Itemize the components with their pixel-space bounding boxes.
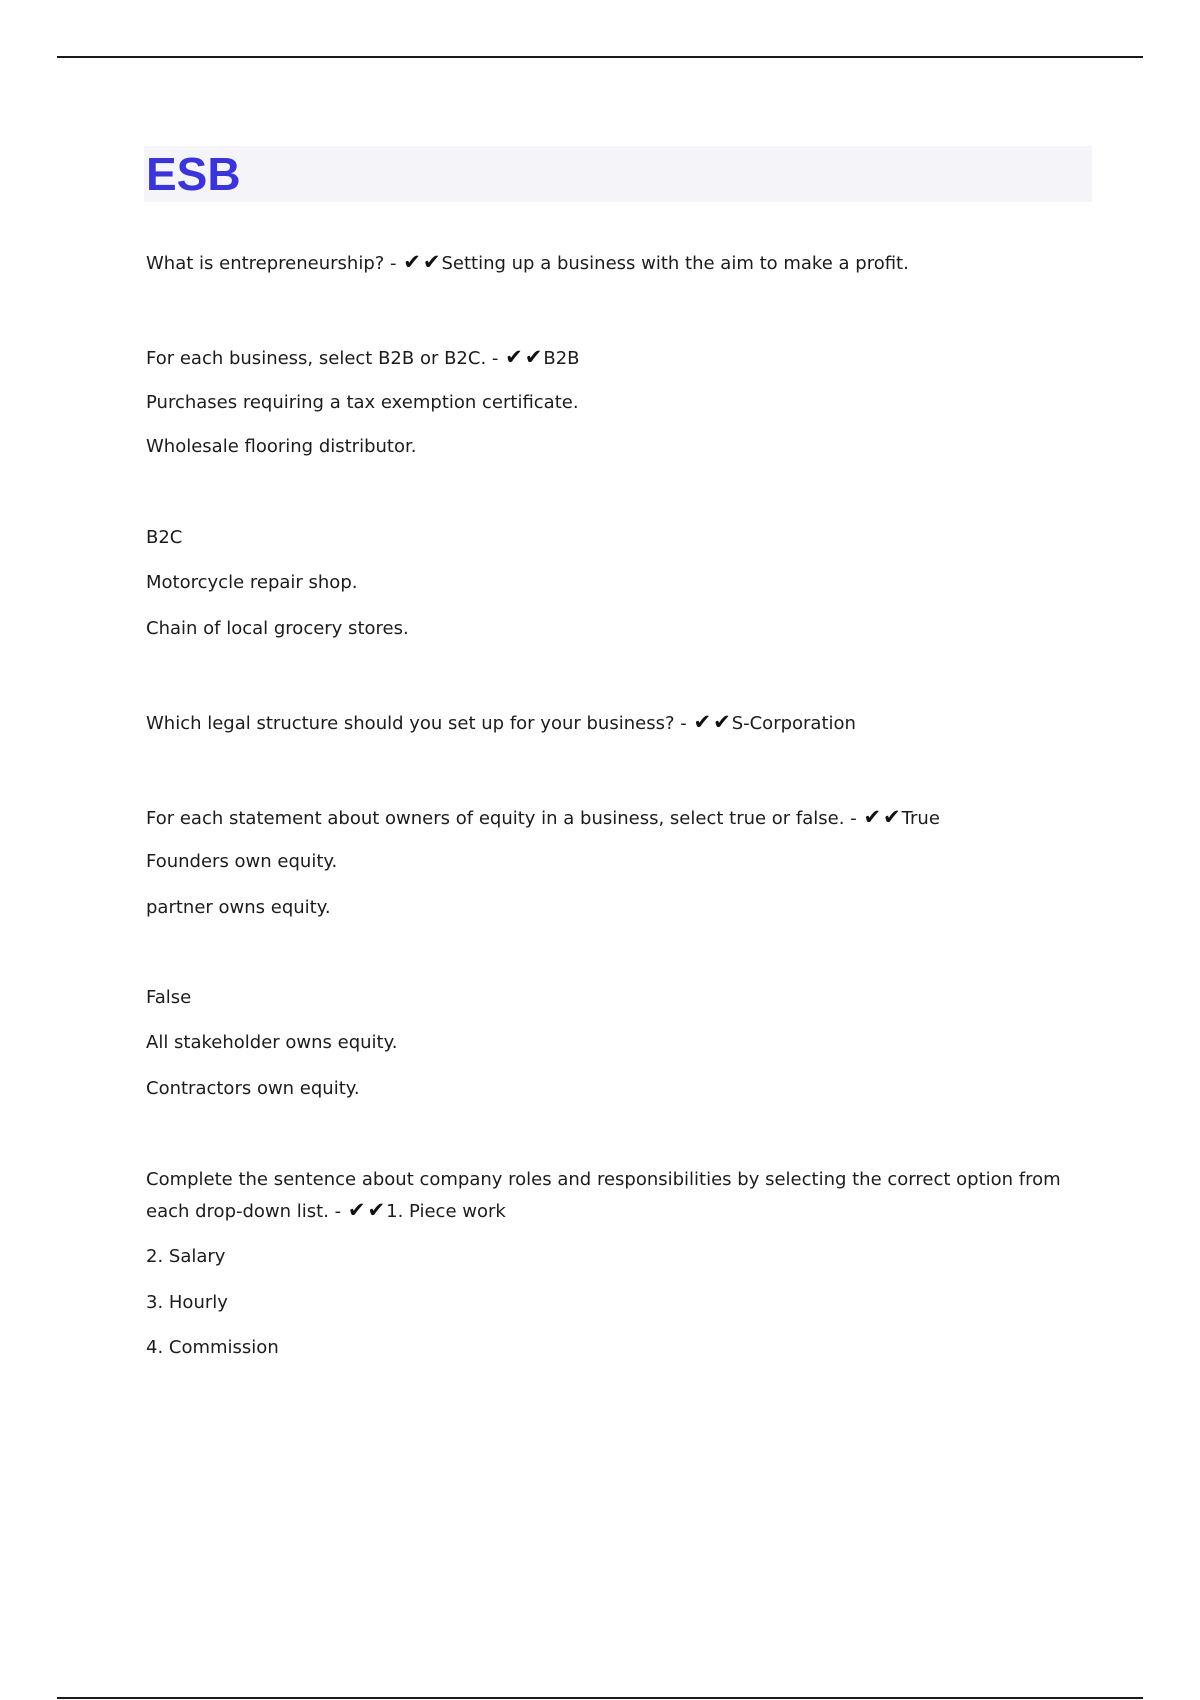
check-icon: ✔ [883,805,901,829]
qa-3-answer: S-Corporation [731,713,856,734]
qa-2-question: For each business, select B2B or B2C. - [146,348,499,369]
qa-1-question: What is entrepreneurship? - [146,253,397,274]
check-icon: ✔ [505,345,523,369]
check-icon: ✔ [347,1198,366,1222]
bottom-rule [57,1697,1143,1699]
check-icon: ✔ [403,250,421,274]
check-icon: ✔ [524,345,543,369]
qa-3-question-line [146,710,856,736]
top-rule [57,56,1143,58]
qa-2-line: B2C [146,527,183,548]
qa-2-line: Purchases requiring a tax exemption certificate. [146,392,579,413]
qa-5-question: Complete the sentence about company roles and responsibilities by selecting the correct option from each drop-down list. - [146,1169,1061,1222]
check-icon: ✔ [713,710,731,734]
qa-4-line: Contractors own equity. [146,1078,360,1099]
qa-5-line: 3. Hourly [146,1292,228,1313]
qa-2-answer: B2B [543,348,580,369]
qa-5-line: 4. Commission [146,1337,279,1358]
check-icon: ✔ [367,1198,386,1222]
qa-4-answer: True [901,808,940,829]
document-title: ESB [146,148,241,200]
check-icon: ✔ [422,250,441,274]
qa-4-line: Founders own equity. [146,851,338,872]
qa-3-question: Which legal structure should you set up for your business? - [146,713,687,734]
qa-4-line: False [146,987,192,1008]
qa-2-line: Motorcycle repair shop. [146,572,358,593]
qa-1-question-line [146,250,909,276]
title-banner [144,146,1092,202]
check-icon: ✔ [693,710,712,734]
qa-1-answer: Setting up a business with the aim to make a profit. [441,253,909,274]
qa-5-line: 2. Salary [146,1246,226,1267]
qa-4-line: All stakeholder owns equity. [146,1032,398,1053]
qa-4-question-line [146,805,940,831]
check-icon: ✔ [863,805,882,829]
qa-4-question: For each statement about owners of equity in a business, select true or false. - [146,808,857,829]
qa-5-answer: 1. Piece work [386,1201,506,1222]
qa-2-line: Wholesale flooring distributor. [146,436,417,457]
qa-5-question-line [146,1164,1086,1228]
qa-4-line: partner owns equity. [146,897,331,918]
qa-2-question-line [146,345,580,371]
qa-2-line: Chain of local grocery stores. [146,618,409,639]
